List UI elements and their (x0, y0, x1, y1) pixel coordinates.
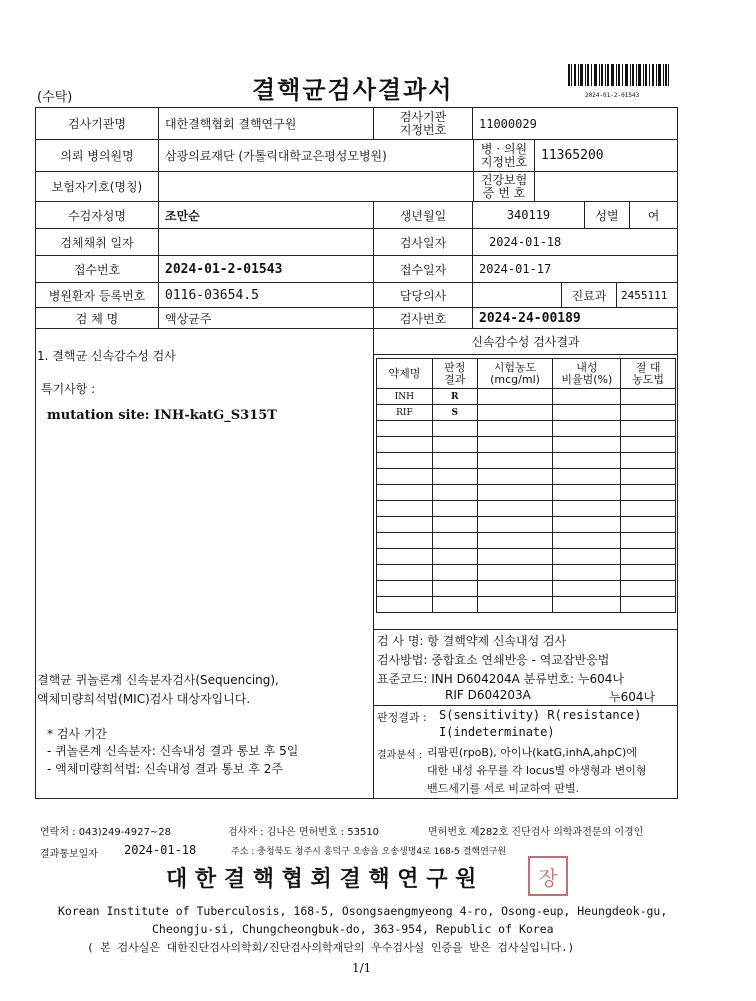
eng-address-2: Cheongju-si, Chungcheongbuk-do, 363-954, Republic of Korea (152, 922, 554, 936)
result-cell-abs (621, 565, 676, 581)
result-cell-abs (621, 597, 676, 613)
period-line-2: - 액체미량희석법: 신속내성 결과 통보 후 2주 (47, 762, 283, 776)
result-cell-ratio (553, 501, 621, 517)
result-cell-abs (621, 485, 676, 501)
result-cell-ratio (553, 517, 621, 533)
result-cell-drug (377, 453, 433, 469)
result-cell-ratio (553, 549, 621, 565)
result-cell-abs (621, 517, 676, 533)
collect-value (158, 228, 374, 256)
receipt-date-label: 접수일자 (373, 255, 473, 283)
results-row (377, 437, 676, 453)
period-line-1: - 퀴놀론계 신속분자: 신속내성 결과 통보 후 5일 (47, 744, 299, 758)
doctor-value (472, 282, 562, 308)
results-row (377, 581, 676, 597)
test-no-label: 검사번호 (373, 307, 473, 329)
result-cell-conc (477, 453, 553, 469)
result-cell-drug (377, 597, 433, 613)
result-cell-judge (432, 597, 477, 613)
specimen-label: 검 체 명 (35, 307, 159, 329)
result-cell-ratio (553, 421, 621, 437)
barcode-number: 2024-01-2-01543 (585, 92, 640, 99)
dept-label: 진료과 (561, 282, 617, 308)
patient-label: 수검자성명 (35, 201, 159, 229)
dob-label: 생년월일 (373, 201, 473, 229)
doctor-label: 담당의사 (373, 282, 473, 308)
test-no-value: 2024-24-00189 (472, 307, 678, 329)
results-row (377, 565, 676, 581)
result-cell-judge (432, 581, 477, 597)
result-cell-drug (377, 485, 433, 501)
report-date-value: 2024-01-18 (124, 843, 197, 857)
results-title: 신속감수성 검사결과 (373, 328, 678, 355)
result-cell-judge: S (432, 405, 477, 421)
result-cell-abs (621, 533, 676, 549)
result-cell-abs (621, 549, 676, 565)
center-divider (373, 328, 374, 799)
results-row (377, 469, 676, 485)
judge-line-2: I(indeterminate) (439, 725, 555, 739)
result-cell-ratio (553, 533, 621, 549)
receipt-no-label: 접수번호 (35, 255, 159, 283)
hosp-reg-label: 병원환자 등록번호 (35, 282, 159, 308)
method-line-2: 검사방법: 중합효소 연쇄반응 - 역교잡반응법 (377, 653, 610, 667)
result-cell-drug (377, 437, 433, 453)
receipt-no-value: 2024-01-2-01543 (158, 255, 374, 283)
result-cell-ratio (553, 453, 621, 469)
result-cell-drug (377, 421, 433, 437)
results-header-row (377, 359, 676, 389)
page-number: 1/1 (352, 961, 372, 975)
note-line-2: 액체미량희석법(MIC)검사 대상자입니다. (37, 692, 251, 706)
inst-code-label-2: 지정번호 (399, 122, 447, 137)
result-cell-conc (477, 517, 553, 533)
results-row (377, 549, 676, 565)
result-cell-conc (477, 485, 553, 501)
result-cell-ratio (553, 437, 621, 453)
result-cell-drug (377, 549, 433, 565)
official-seal: 장 (528, 856, 568, 896)
receipt-mark: (수탁) (37, 90, 73, 105)
hosp-code-label-1: 병 · 의원 (480, 141, 528, 156)
col-conc-1: 시험농도 (493, 360, 537, 374)
test-date-label: 검사일자 (373, 228, 473, 256)
analysis-line-3: 밴드세기를 서로 비교하여 판별. (427, 782, 580, 795)
result-cell-conc (477, 405, 553, 421)
eng-address-1: Korean Institute of Tuberculosis, 168-5, Osongsaengmyeong 4-ro, Osong-eup, Heungdeok-gu, (58, 904, 668, 918)
col-ratio-2: 비율범(%) (561, 372, 613, 386)
col-ratio-1: 내성 (576, 360, 598, 374)
result-cell-ratio (553, 485, 621, 501)
result-cell-conc (477, 421, 553, 437)
result-cell-conc (477, 389, 553, 405)
method-top-border (373, 629, 678, 630)
patient-value: 조만순 (158, 201, 374, 229)
method-line-1: 검 사 명: 항 결핵약제 신속내성 검사 (377, 634, 567, 648)
insurer-value (158, 171, 474, 202)
results-row (377, 501, 676, 517)
judge-line-1: S(sensitivity) R(resistance) (439, 708, 642, 722)
result-cell-ratio (553, 581, 621, 597)
insurer-label: 보험자기호(명칭) (35, 171, 159, 202)
results-row (377, 453, 676, 469)
method-mid-border (373, 705, 678, 706)
req-value: 삼광의료재단 (가톨릭대학교은평성모병원) (158, 139, 474, 172)
judge-label: 판정결과 : (377, 711, 427, 724)
hosp-code-value: 11365200 (534, 139, 678, 172)
mutation-site: mutation site: INH-katG_S315T (47, 408, 277, 423)
results-row (377, 405, 676, 421)
special-label: 특기사항 : (41, 382, 96, 396)
col-judge-2: 결과 (444, 372, 466, 386)
hosp-code-label-2: 지정번호 (480, 154, 528, 169)
report-date-label: 결과통보일자 (40, 849, 98, 860)
method-line-3c: 누604나 (609, 690, 656, 704)
result-cell-drug (377, 565, 433, 581)
result-cell-abs (621, 405, 676, 421)
req-label: 의뢰 병의원명 (35, 139, 159, 172)
result-cell-conc (477, 533, 553, 549)
sex-label: 성별 (584, 201, 630, 229)
result-cell-judge (432, 549, 477, 565)
result-cell-ratio (553, 469, 621, 485)
section-title: 1. 결핵균 신속감수성 검사 (37, 349, 176, 363)
result-cell-conc (477, 549, 553, 565)
col-conc-2: (mcg/ml) (490, 372, 540, 386)
health-value (534, 171, 678, 202)
receipt-date-value: 2024-01-17 (472, 255, 678, 283)
collect-label: 검체채취 일자 (35, 228, 159, 256)
analysis-line-1: 리팜핀(rpoB), 아이나(katG,inhA,ahpC)에 (427, 746, 637, 759)
result-cell-abs (621, 421, 676, 437)
inst-label: 검사기관명 (35, 107, 159, 140)
result-cell-abs (621, 389, 676, 405)
results-row (377, 389, 676, 405)
col-abs-2: 농도법 (632, 372, 665, 386)
method-line-3a: 표준코드: INH D604204A 분류번호: 누604나 (377, 672, 624, 686)
result-cell-drug (377, 469, 433, 485)
specimen-value: 액상균주 (158, 307, 374, 329)
result-cell-drug (377, 501, 433, 517)
col-judge (432, 359, 477, 389)
result-cell-conc (477, 501, 553, 517)
results-row (377, 517, 676, 533)
results-row (377, 485, 676, 501)
inst-code-value: 11000029 (472, 107, 678, 140)
result-cell-abs (621, 453, 676, 469)
result-cell-drug: RIF (377, 405, 433, 421)
dept-value: 2455111 (616, 282, 678, 308)
test-date-value: 2024-01-18 (472, 228, 678, 256)
hosp-reg-value: 0116-03654.5 (158, 282, 374, 308)
certification: ( 본 검사실은 대한진단검사의학회/진단검사의학재단의 우수검사실 인증을 받은 검사실입니다.) (87, 941, 575, 954)
results-row (377, 421, 676, 437)
result-cell-conc (477, 469, 553, 485)
result-cell-ratio (553, 565, 621, 581)
sex-value: 여 (629, 201, 678, 229)
result-cell-judge: R (432, 389, 477, 405)
result-cell-abs (621, 469, 676, 485)
examiner: 검사자 : 김나은 면허번호 : 53510 (228, 827, 380, 838)
result-cell-judge (432, 453, 477, 469)
result-cell-drug (377, 581, 433, 597)
result-cell-drug: INH (377, 389, 433, 405)
inst-value: 대한결핵협회 결핵연구원 (158, 107, 374, 140)
result-cell-judge (432, 533, 477, 549)
contact: 연락처 : 043)249-4927~28 (40, 827, 171, 838)
analysis-line-2: 대한 내성 유무를 각 locus별 야생형과 변이형 (427, 764, 647, 777)
col-conc (477, 359, 553, 389)
result-cell-judge (432, 469, 477, 485)
result-cell-judge (432, 501, 477, 517)
result-cell-drug (377, 533, 433, 549)
address: 주소 : 충청북도 청주시 흥덕구 오송읍 오송생명4로 168-5 결핵연구원 (231, 847, 507, 857)
specialist: 면허번호 제282호 진단검사 의학과전문의 이경인 (428, 827, 644, 838)
result-cell-conc (477, 565, 553, 581)
result-cell-ratio (553, 389, 621, 405)
result-cell-judge (432, 565, 477, 581)
period-title: * 검사 기간 (47, 727, 107, 741)
col-judge-1: 판정 (444, 360, 466, 374)
analysis-label: 결과분석 : (377, 750, 423, 761)
result-cell-judge (432, 437, 477, 453)
result-cell-drug (377, 517, 433, 533)
org-name: 대 한 결 핵 협 회 결 핵 연 구 원 (166, 866, 477, 892)
result-cell-ratio (553, 405, 621, 421)
col-drug: 약제명 (377, 359, 433, 389)
note-line-1: 결핵균 퀴놀론계 신속분자검사(Sequencing), (37, 673, 279, 687)
result-cell-conc (477, 581, 553, 597)
dob-value: 340119 (472, 201, 585, 229)
health-label (473, 171, 535, 202)
results-table (376, 358, 676, 613)
page-title: 결핵균검사결과서 (252, 75, 454, 104)
col-abs-1: 절 대 (635, 360, 661, 374)
result-cell-ratio (553, 597, 621, 613)
inst-code-label (373, 107, 473, 140)
method-line-3b: RIF D604203A (445, 688, 531, 702)
hosp-code-label (473, 139, 535, 172)
col-abs (621, 359, 676, 389)
barcode (568, 64, 670, 92)
result-cell-abs (621, 437, 676, 453)
result-cell-conc (477, 597, 553, 613)
inst-code-label-1: 검사기관 (399, 109, 447, 124)
result-cell-abs (621, 501, 676, 517)
result-cell-abs (621, 581, 676, 597)
col-ratio (553, 359, 621, 389)
result-cell-judge (432, 485, 477, 501)
result-cell-judge (432, 517, 477, 533)
results-body (377, 389, 676, 613)
result-cell-judge (432, 421, 477, 437)
health-label-1: 건강보험 (480, 172, 528, 187)
result-cell-conc (477, 437, 553, 453)
results-row (377, 597, 676, 613)
health-label-2: 증 번 호 (482, 185, 526, 200)
results-row (377, 533, 676, 549)
